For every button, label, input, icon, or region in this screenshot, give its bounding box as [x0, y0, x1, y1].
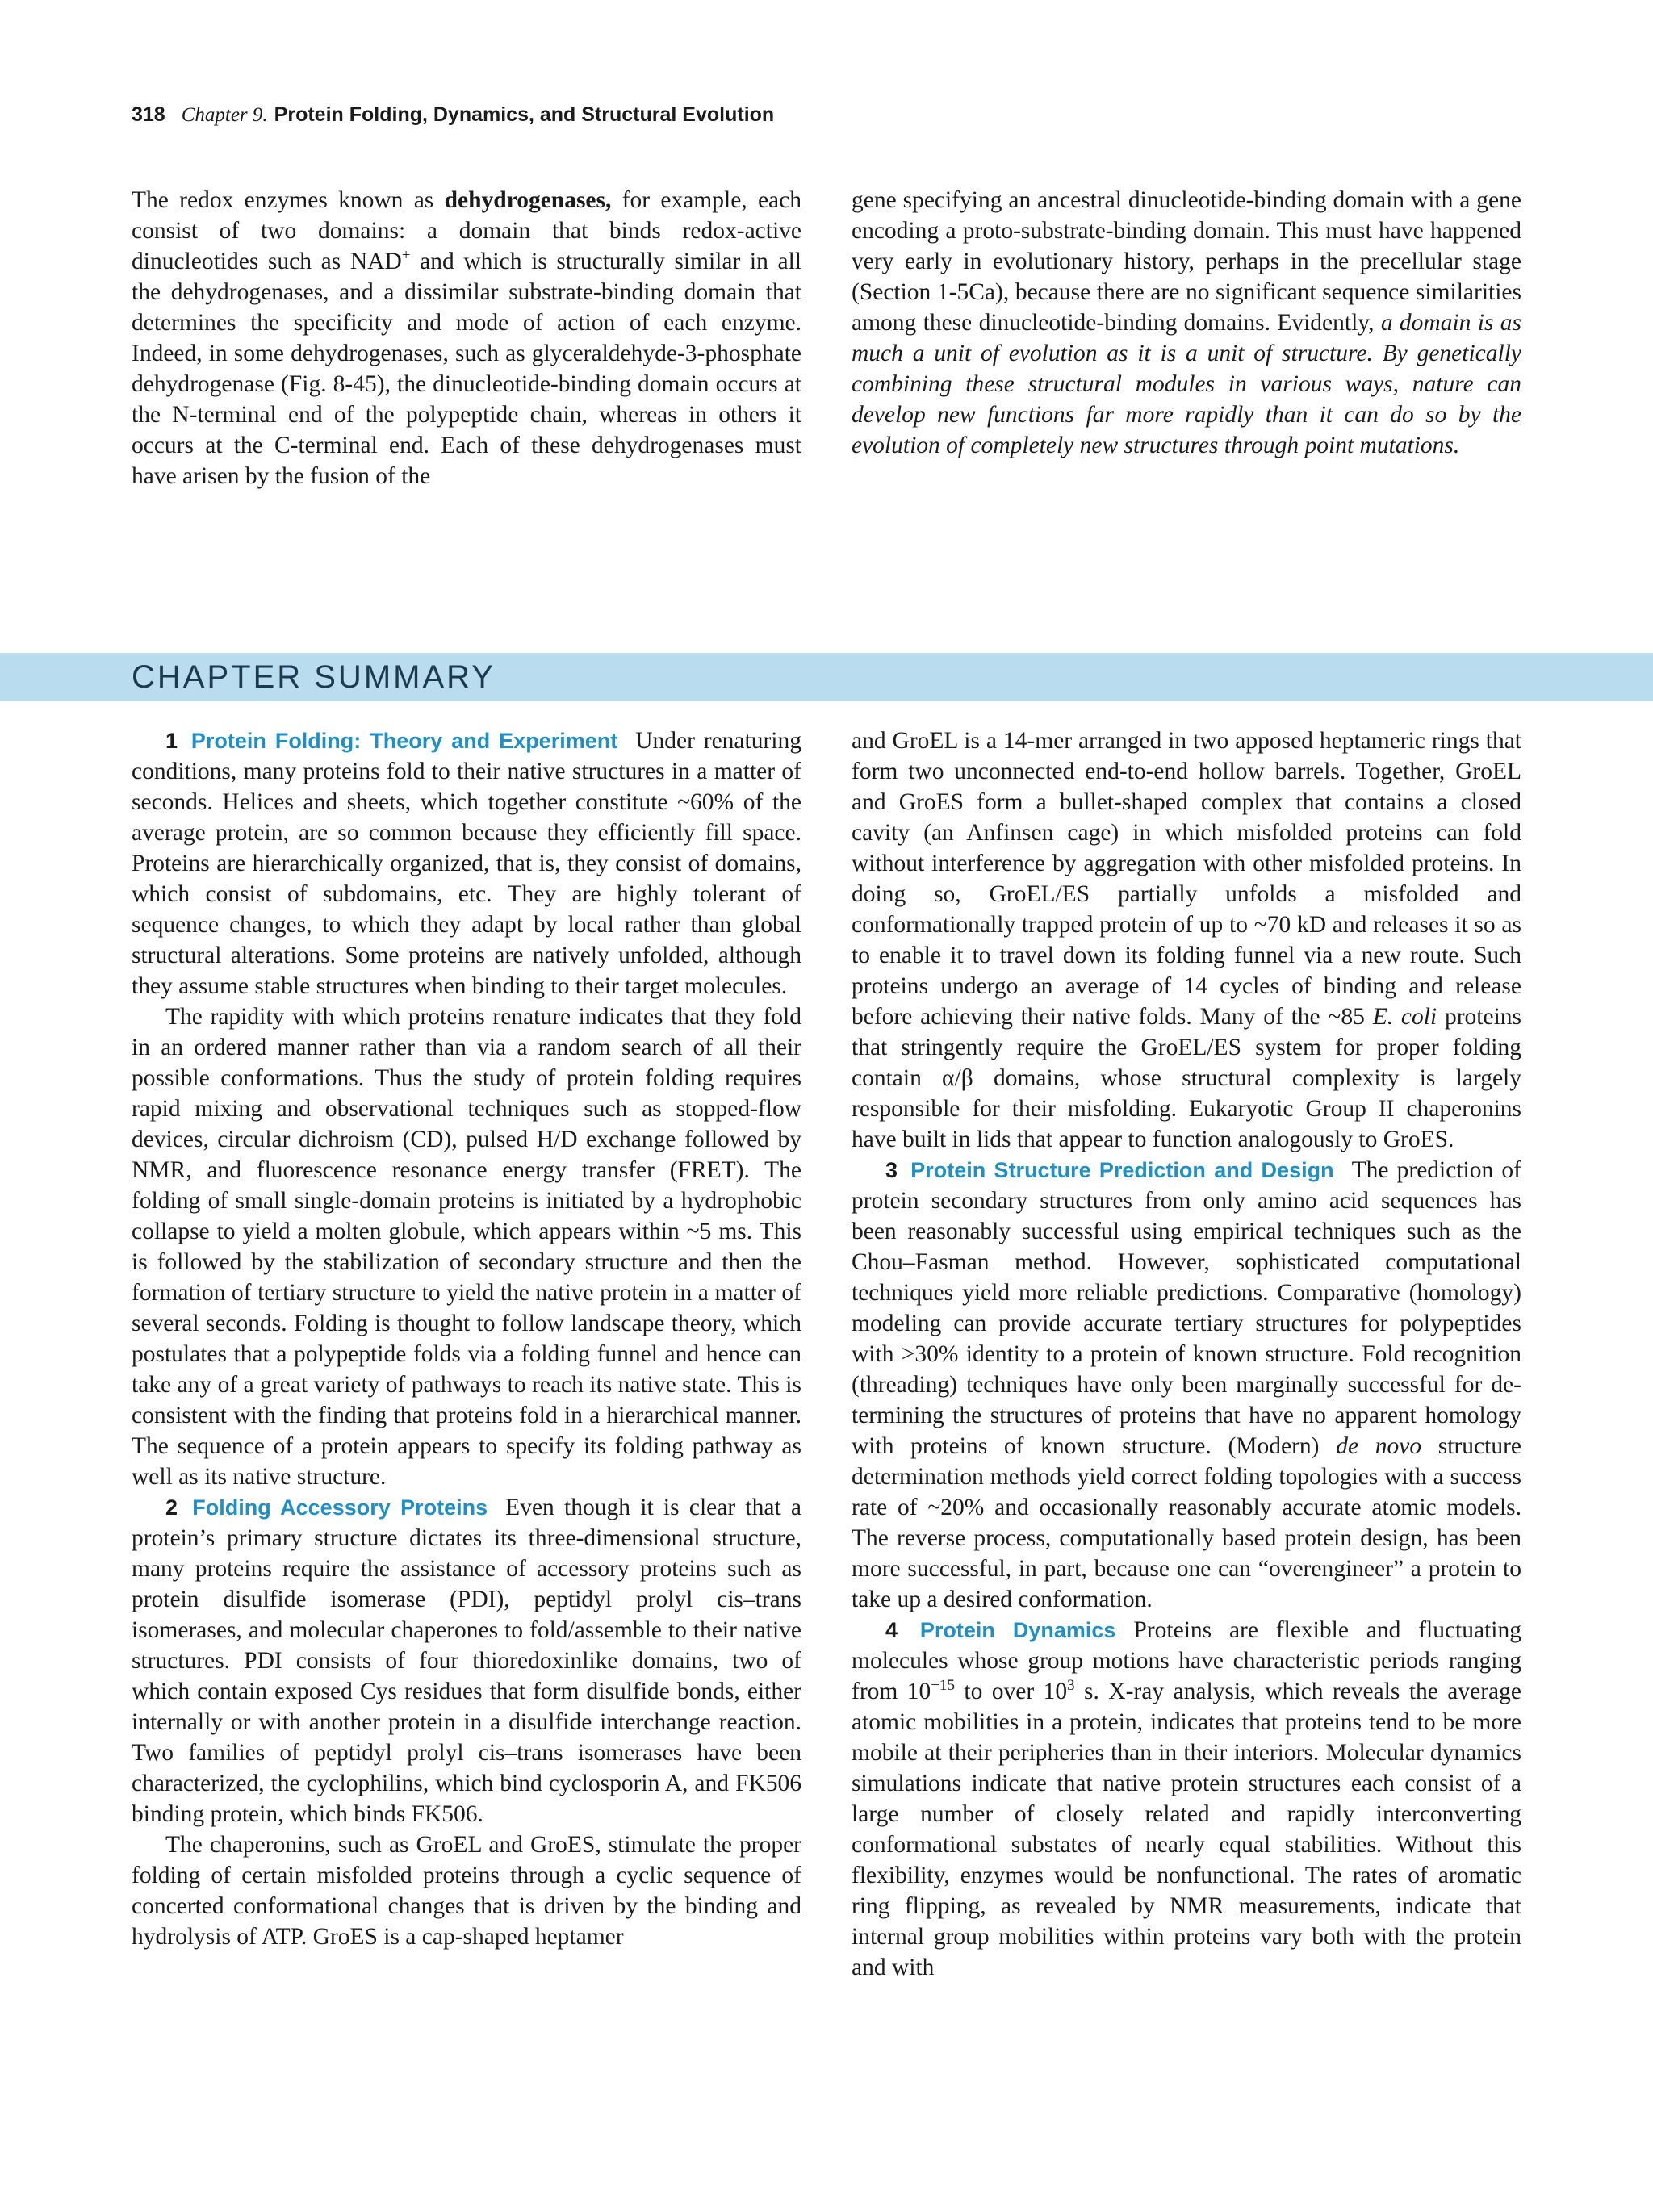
- intro-right-column: [852, 185, 1521, 461]
- summary-text: structure determination methods yield correct folding topologies with a success rate of ~20% and occasionally reasonably accurate atomic models. The reverse process, computationally based protein design, has been more successful, in part, because one can “overengineer” a protein to take up a desired conformation.: [852, 1433, 1521, 1612]
- section-heading-protein-dynamics: Protein Dynamics: [919, 1618, 1116, 1642]
- summary-section-3-paragraph: [852, 1155, 1521, 1615]
- section-heading-folding-accessory: Folding Accessory Proteins: [192, 1495, 488, 1520]
- intro-paragraph-right: [852, 185, 1521, 461]
- section-heading-structure-prediction: Protein Structure Prediction and Design: [910, 1158, 1334, 1182]
- intro-term-dehydrogenases: dehydrogenases,: [444, 187, 612, 213]
- intro-text: The redox enzymes known as: [132, 187, 445, 213]
- summary-left-column: [132, 725, 801, 1952]
- chapter-summary-title: CHAPTER SUMMARY: [132, 659, 496, 695]
- intro-left-column: [132, 185, 801, 491]
- section-number: 2: [165, 1495, 178, 1520]
- intro-text: for example, each consist of two domains: a domain that binds redox-active dinucleotides such as NAD: [132, 187, 801, 274]
- running-head: [132, 100, 774, 130]
- page-number: 318: [132, 103, 165, 126]
- section-number: 4: [885, 1618, 898, 1642]
- superscript: 3: [1067, 1677, 1075, 1695]
- summary-text: and GroEL is a 14-mer arranged in two apposed heptameric rings that form two unconnected end-to-end hollow barrels. Together, GroEL and GroES form a bullet-shaped complex that contains a closed cavity (an Anfinsen cage) in which misfolded proteins can fold without interference by aggregation with other misfolded proteins. In doing so, GroEL/ES partially unfolds a misfolded and conformationally trapped protein of up to ~70 kD and releases it so as to enable it to travel down its folding funnel via a new route. Such proteins undergo an average of 14 cycles of binding and release before achieving their native folds. Many of the ~85: [852, 728, 1521, 1030]
- italic-term: de novo: [1336, 1433, 1422, 1459]
- summary-text: Proteins are flexible and fluctuating molecules whose group motions have characteristic periods ranging from 10: [852, 1617, 1521, 1704]
- summary-text: Under renaturing conditions, many proteins fold to their native structures in a matter of seconds. Helices and sheets, which together constitute ~60% of the average protein, are so common because they efficiently fill space. Proteins are hierarchically organized, that is, they consist of domains, which consist of subdomains, etc. They are highly tolerant of sequence changes, to which they adapt by local rather than global structural alterations. Some proteins are natively unfolded, although they assume stable structures when binding to their target molecules.: [132, 728, 801, 999]
- section-number: 1: [165, 729, 178, 753]
- superscript: −15: [931, 1677, 955, 1695]
- summary-text: to over 10: [954, 1679, 1068, 1704]
- summary-section-2-continued: [852, 725, 1521, 1155]
- chapter-label: Chapter 9.: [181, 104, 268, 126]
- summary-section-2-paragraph-2: The chaperonins, such as GroEL and GroES, stimulate the proper folding of certain misfolded proteins through a cyclic sequence of concerted conformational changes that is driven by the binding and hydrolysis of ATP. GroES is a cap-shaped heptamer: [132, 1832, 801, 1950]
- italic-species: E. coli: [1372, 1004, 1437, 1030]
- summary-text: s. X-ray analysis, which reveals the average atomic mobilities in a protein, indicates that proteins tend to be more mobile at their peripheries than in their interiors. Molecular dynamics simulations indicate that native protein structures each consist of a large number of closely related and rapidly interconverting conformational substates of nearly equal stabilities. Without this flexibility, enzymes would be nonfunctional. The rates of aromatic ring flipping, as revealed by NMR measurements, indicate that internal group mobilities within proteins vary both with the protein and with: [852, 1679, 1521, 1980]
- intro-text: gene specifying an ancestral dinucleotide-binding domain with a gene encoding a proto-substrate-binding domain. This must have happened very early in evolutionary history, perhaps in the precellular stage (Section 1-5Ca), because there are no significant sequence similarities among these dinucleotide-binding domains. Evidently,: [852, 187, 1521, 336]
- intro-text: and which is structurally similar in all the dehydrogenases, and a dissimilar substrate-binding domain that determines the specificity and mode of action of each enzyme. Indeed, in some dehydrogenases, such as glyceraldehyde-3-phosphate dehydrogenase (Fig. 8-45), the dinucleotide-binding domain occurs at the N-terminal end of the polypeptide chain, whereas in others it occurs at the C-terminal end. Each of these dehydrogenases must have arisen by the fusion of the: [132, 249, 802, 489]
- superscript: +: [401, 247, 411, 265]
- summary-text: The prediction of protein secondary structures from only amino acid sequences has been reasonably successful using empirical techniques such as the Chou–Fasman method. However, sophisticated computational techniques yield more reliable predictions. Comparative (homology) modeling can provide accurate tertiary structures for polypeptides with >30% identity to a protein of known structure. Fold recognition (threading) techniques have only been marginally successful for determining the structures of proteins that have no apparent homology with proteins of known structure. (Modern): [852, 1157, 1521, 1459]
- intro-italic-statement: a domain is as much a unit of evolution as it is a unit of structure. By genetically combining these structural modules in various ways, nature can develop new functions far more rapidly than it can do so by the evolution of completely new structures through point mutations.: [852, 310, 1521, 458]
- summary-section-1-paragraph: [132, 725, 801, 1001]
- summary-section-1-paragraph-2: The rapidity with which proteins renature indicates that they fold in an ordered manner rather than via a random search of all their possible conformations. Thus the study of protein folding requires rapid mixing and observational techniques such as stopped-flow devices, circular dichroism (CD), pulsed H/D exchange followed by NMR, and fluorescence resonance energy transfer (FRET). The folding of small single-domain proteins is initiated by a hydrophobic collapse to yield a molten globule, which appears within ~5 ms. This is followed by the stabilization of secondary structure and then the formation of tertiary structure to yield the native protein in a matter of several seconds. Folding is thought to follow landscape theory, which postulates that a polypeptide folds via a folding funnel and hence can take any of a great variety of pathways to reach its native state. This is consistent with the finding that proteins fold in a hierarchical manner. The sequence of a protein appears to specify its folding pathway as well as its native structure.: [132, 1004, 801, 1490]
- summary-text: proteins that stringently require the GroEL/ES system for proper folding contain α/β domains, whose structural complexity is largely responsible for their misfolding. Eukaryotic Group II chaperonins have built in lids that appear to function analogously to GroES.: [852, 1004, 1522, 1152]
- section-heading-folding-theory: Protein Folding: Theory and Experiment: [190, 729, 618, 753]
- summary-section-2-paragraph: [132, 1492, 801, 1829]
- summary-section-4-paragraph: [852, 1615, 1521, 1983]
- intro-paragraph-left: [132, 185, 801, 491]
- section-number: 3: [885, 1158, 898, 1182]
- summary-right-column: [852, 725, 1521, 1983]
- summary-text: Even though it is clear that a protein’s primary structure dictates its three-dimensional structure, many proteins require the assistance of accessory proteins such as protein disulfide isomerase (PDI), peptidyl prolyl cis–trans isomerases, and molecular chaperones to fold/assemble to their native structures. PDI consists of four thioredoxinlike domains, two of which contain exposed Cys residues that form disulfide bonds, either internally or with another protein in a disulfide interchange reaction. Two families of peptidyl prolyl cis–trans isomerases have been characterized, the cyclophilins, which bind cyclosporin A, and FK506 binding protein, which binds FK506.: [132, 1495, 802, 1827]
- chapter-title: Protein Folding, Dynamics, and Structural Evolution: [274, 103, 775, 126]
